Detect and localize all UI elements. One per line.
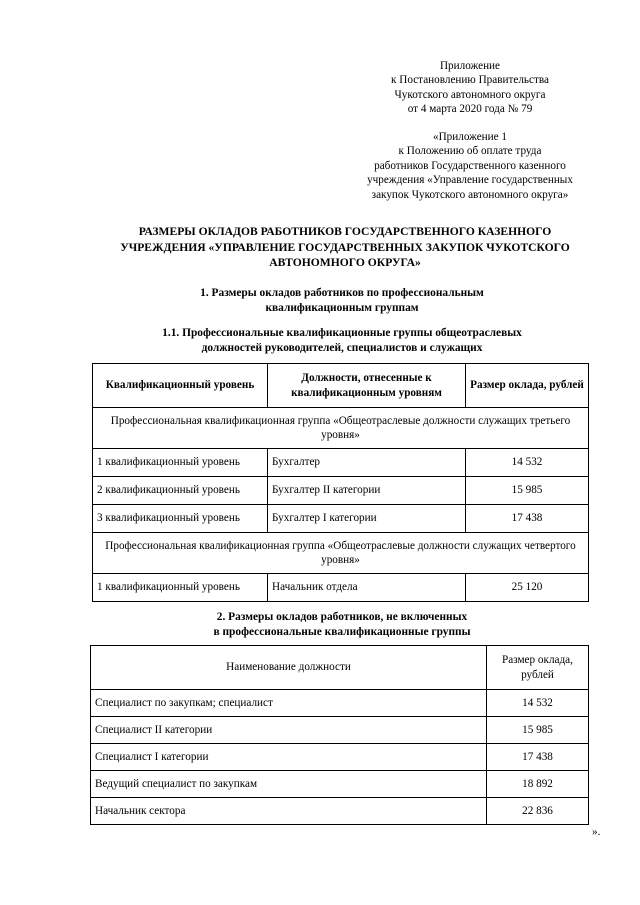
table-row — [91, 690, 589, 717]
header-qualification-level: Квалификационный уровень — [93, 364, 268, 408]
subsection-1-1-title — [96, 326, 588, 355]
position-cell: Специалист I категории — [91, 744, 487, 771]
table-row — [93, 477, 589, 505]
position-cell: Ведущий специалист по закупкам — [91, 771, 487, 798]
appendix-line: «Приложение 1 — [432, 131, 508, 143]
qualification-salary-table — [92, 363, 589, 602]
section-2-title — [96, 610, 588, 639]
position-cell: Начальник сектора — [91, 798, 487, 825]
table-header-row — [93, 364, 589, 408]
section-title-line: 1.1. Профессиональные квалификационные группы общеотраслевых — [162, 327, 522, 339]
qualification-level-cell: 1 квалификационный уровень — [93, 574, 268, 602]
table-row — [91, 771, 589, 798]
table-header-row — [91, 646, 589, 690]
group-title: Профессиональная квалификационная группа «Общеотраслевые должности служащих третьего уровня» — [93, 408, 589, 449]
section-title-line: 2. Размеры окладов работников, не включенных — [216, 611, 468, 623]
group-row — [93, 533, 589, 574]
appendix-line: работников Государственного казенного — [374, 159, 566, 172]
title-line: АВТОНОМНОГО ОКРУГА» — [269, 256, 421, 269]
salary-cell: 17 438 — [466, 505, 589, 533]
position-cell: Специалист по закупкам; специалист — [91, 690, 487, 717]
salary-cell: 15 985 — [466, 477, 589, 505]
appendix-line: к Постановлению Правительства — [391, 74, 549, 87]
appendix-line: к Положению об оплате труда — [398, 145, 542, 158]
header-salary: Размер оклада, рублей — [487, 646, 589, 690]
title-line: УЧРЕЖДЕНИЯ «УПРАВЛЕНИЕ ГОСУДАРСТВЕННЫХ ЗАКУПОК ЧУКОТСКОГО — [120, 240, 570, 254]
appendix-1-reference — [352, 130, 588, 202]
table-row — [91, 717, 589, 744]
qualification-level-cell: 1 квалификационный уровень — [93, 449, 268, 477]
header-position-name: Наименование должности — [91, 646, 487, 690]
salary-cell: 18 892 — [487, 771, 589, 798]
section-title-line: 1. Размеры окладов работников по профессиональным — [200, 287, 484, 299]
appendix-line: Приложение — [439, 60, 501, 72]
section-title-line: квалификационным группам — [265, 301, 419, 314]
salary-cell: 22 836 — [487, 798, 589, 825]
section-title-line: должностей руководителей, специалистов и служащих — [201, 341, 483, 354]
salary-cell: 17 438 — [487, 744, 589, 771]
appendix-line: от 4 марта 2020 года № 79 — [407, 103, 533, 116]
group-row — [93, 408, 589, 449]
header-salary: Размер оклада, рублей — [466, 364, 589, 408]
position-cell: Бухгалтер — [268, 449, 466, 477]
appendix-line: учреждения «Управление государственных — [367, 174, 573, 187]
table-row — [93, 574, 589, 602]
qualification-level-cell: 3 квалификационный уровень — [93, 505, 268, 533]
salary-cell: 14 532 — [466, 449, 589, 477]
closing-quote-mark: ». — [592, 826, 601, 838]
title-line: РАЗМЕРЫ ОКЛАДОВ РАБОТНИКОВ ГОСУДАРСТВЕННОГО КАЗЕННОГО — [138, 225, 552, 238]
appendix-reference — [352, 59, 588, 117]
salary-cell: 25 120 — [466, 574, 589, 602]
table-row — [91, 798, 589, 825]
appendix-line: закупок Чукотского автономного округа» — [371, 188, 569, 201]
qualification-level-cell: 2 квалификационный уровень — [93, 477, 268, 505]
section-1-title — [96, 286, 588, 315]
document-title — [90, 224, 600, 271]
position-cell: Бухгалтер II категории — [268, 477, 466, 505]
position-cell: Начальник отдела — [268, 574, 466, 602]
position-cell: Специалист II категории — [91, 717, 487, 744]
header-positions: Должности, отнесенные к квалификационным уровням — [268, 364, 466, 408]
table-row — [93, 505, 589, 533]
salary-cell: 15 985 — [487, 717, 589, 744]
position-cell: Бухгалтер I категории — [268, 505, 466, 533]
table-row — [91, 744, 589, 771]
appendix-line: Чукотского автономного округа — [394, 88, 546, 101]
other-positions-salary-table — [90, 645, 589, 825]
section-title-line: в профессиональные квалификационные группы — [213, 625, 471, 638]
group-title: Профессиональная квалификационная группа «Общеотраслевые должности служащих четвертого уровня» — [93, 533, 589, 574]
salary-cell: 14 532 — [487, 690, 589, 717]
table-row — [93, 449, 589, 477]
